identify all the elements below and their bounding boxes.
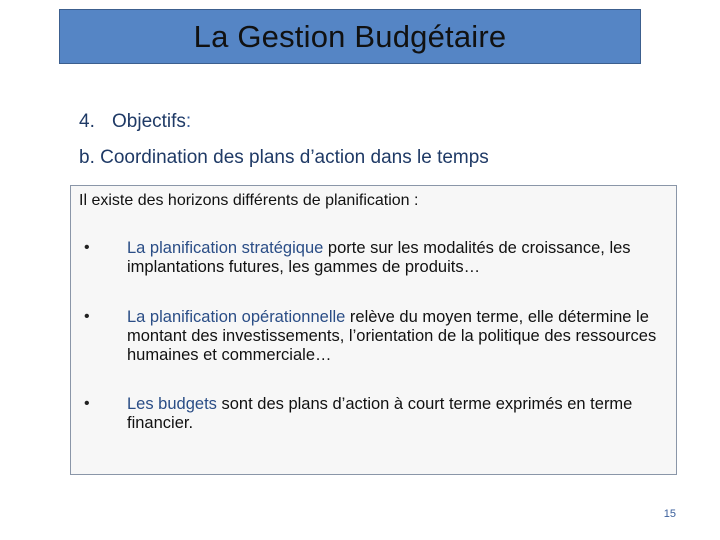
subsection-heading: b. Coordination des plans d’action dans le temps <box>79 147 489 168</box>
intro-text: Il existe des horizons différents de planification : <box>79 192 419 209</box>
title-banner <box>59 9 641 64</box>
page-number: 15 <box>663 508 676 520</box>
bullet-term: La planification opérationnelle <box>127 308 346 326</box>
bullet-term: Les budgets <box>127 395 217 413</box>
bullet-icon: • <box>84 395 90 412</box>
bullet-description: porte sur les modalités de croissance, les implantations futures, les gammes de produits… <box>127 239 631 276</box>
bullet-icon: • <box>84 239 90 256</box>
slide-title: La Gestion Budgétaire <box>193 18 507 54</box>
section-colon: : <box>185 111 192 132</box>
section-heading <box>79 111 191 133</box>
bullet-term: La planification stratégique <box>127 239 324 257</box>
bullet-text <box>127 308 675 365</box>
bullet-description: relève du moyen terme, elle détermine le montant des investissements, l’orientation de la politique des ressources humaines et commerciale… <box>127 308 657 364</box>
bullet-icon: • <box>84 308 90 325</box>
bullet-text <box>127 239 675 277</box>
bullet-description: sont des plans d’action à court terme exprimés en terme financier. <box>127 395 633 432</box>
section-label: Objectifs <box>112 111 186 132</box>
section-number: 4. <box>79 111 95 132</box>
content-box <box>70 185 677 475</box>
bullet-text <box>127 395 675 433</box>
